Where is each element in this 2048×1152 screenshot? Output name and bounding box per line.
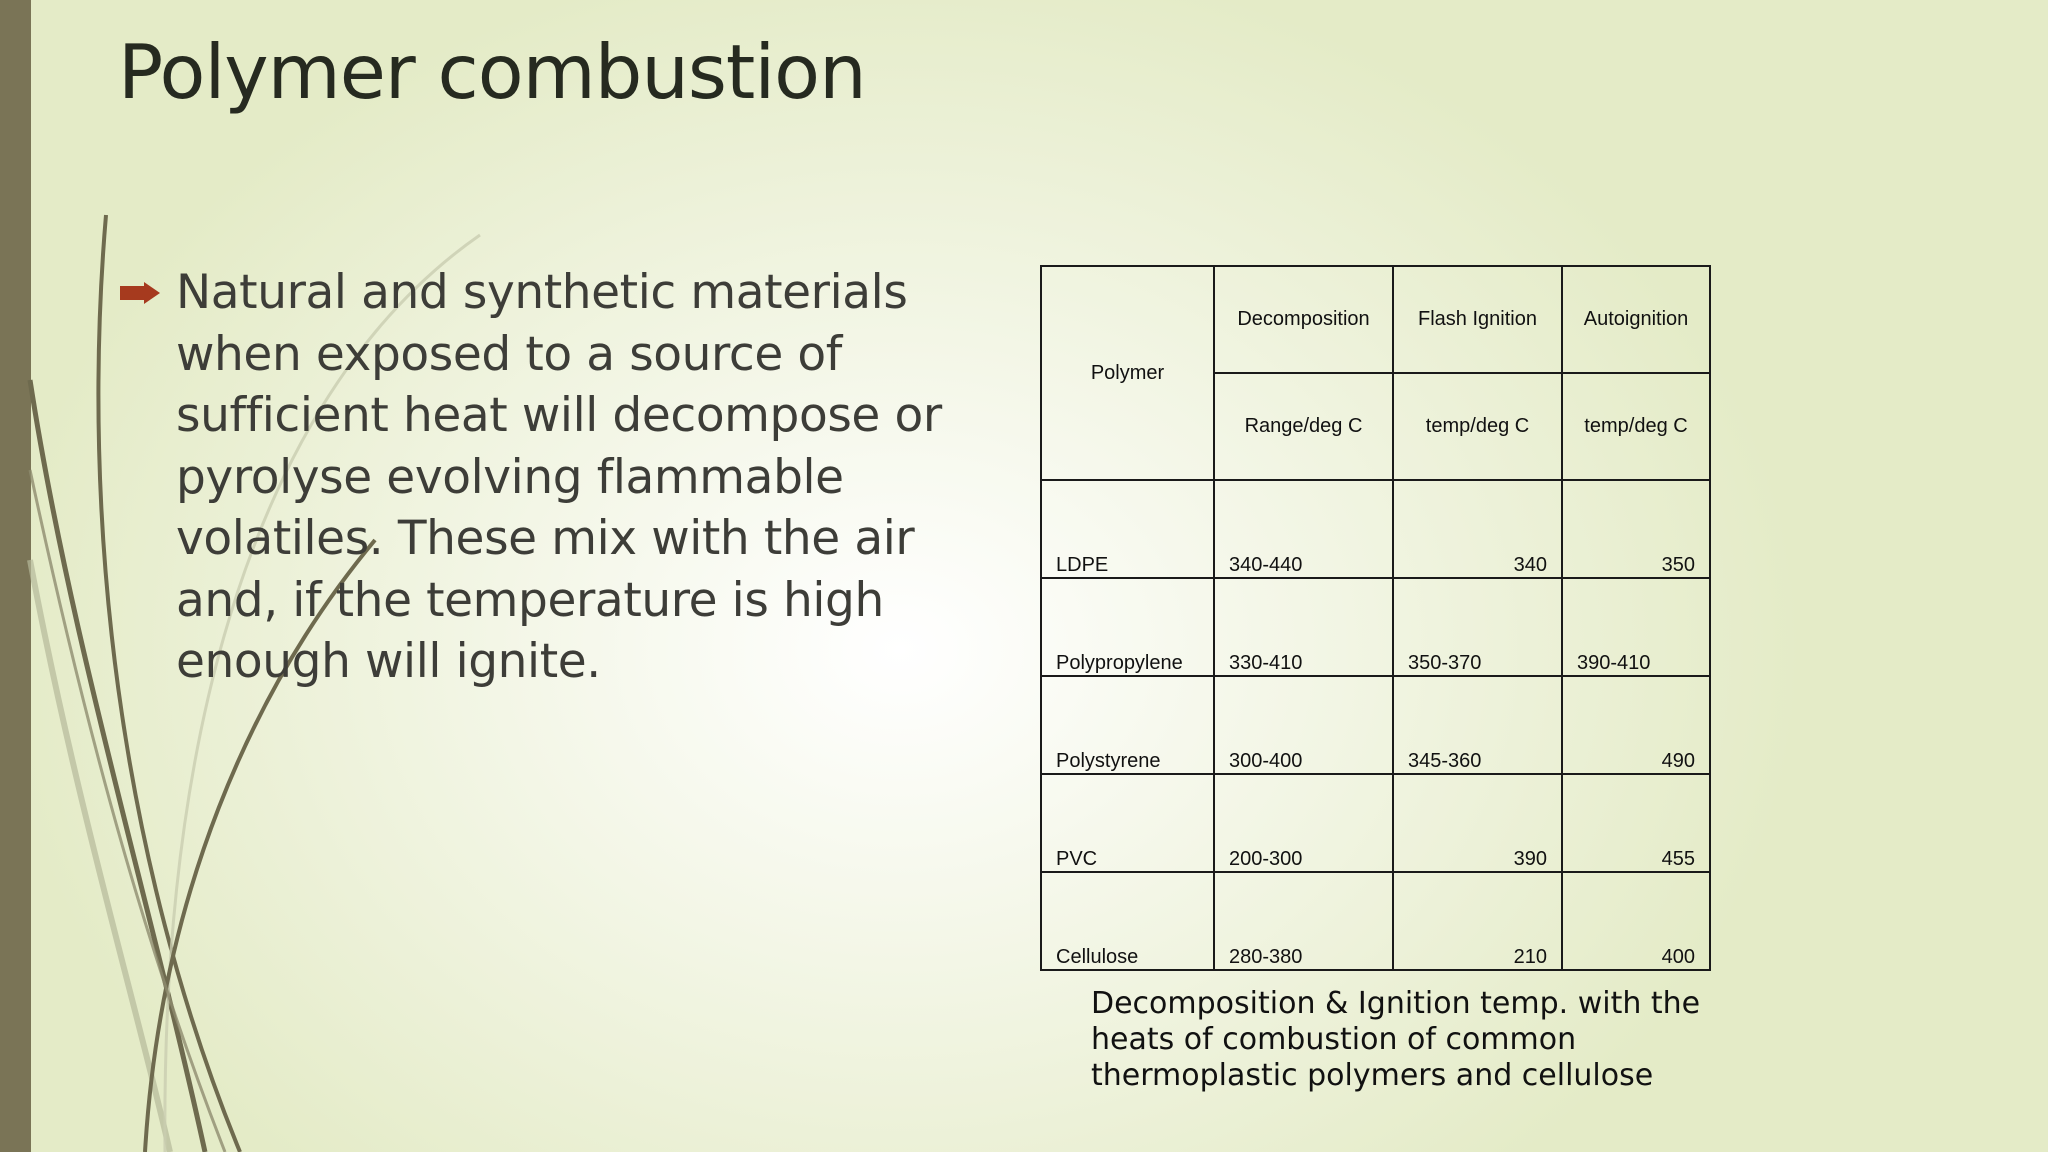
cell-polymer: Cellulose xyxy=(1041,872,1214,970)
cell-auto: 400 xyxy=(1562,872,1710,970)
left-accent-bar xyxy=(0,0,31,1152)
cell-auto: 455 xyxy=(1562,774,1710,872)
header-decomposition-unit: Range/deg C xyxy=(1214,373,1393,480)
table-header-row xyxy=(1041,266,1710,373)
cell-decomposition: 330-410 xyxy=(1214,578,1393,676)
cell-auto: 350 xyxy=(1562,480,1710,578)
cell-auto: 390-410 xyxy=(1562,578,1710,676)
header-autoignition: Autoignition xyxy=(1562,266,1710,373)
cell-polymer: Polypropylene xyxy=(1041,578,1214,676)
cell-polymer: PVC xyxy=(1041,774,1214,872)
table-row xyxy=(1041,480,1710,578)
cell-decomposition: 200-300 xyxy=(1214,774,1393,872)
cell-decomposition: 280-380 xyxy=(1214,872,1393,970)
bullet-text: Natural and synthetic materials when exposed to a source of sufficient heat will decompose or pyrolyse evolving flammable volatiles. These mix with the air and, if the temperature is high enough will ignite. xyxy=(176,265,942,689)
polymer-temperature-table xyxy=(1040,265,1711,971)
cell-flash: 340 xyxy=(1393,480,1562,578)
cell-polymer: LDPE xyxy=(1041,480,1214,578)
table-row xyxy=(1041,578,1710,676)
header-flash-ignition: Flash Ignition xyxy=(1393,266,1562,373)
cell-flash: 210 xyxy=(1393,872,1562,970)
cell-flash: 345-360 xyxy=(1393,676,1562,774)
table-row xyxy=(1041,774,1710,872)
table-caption: Decomposition & Ignition temp. with the heats of combustion of common thermoplastic polymers and cellulose xyxy=(1091,986,1701,1093)
slide-title: Polymer combustion xyxy=(118,28,866,116)
cell-polymer: Polystyrene xyxy=(1041,676,1214,774)
header-polymer: Polymer xyxy=(1041,266,1214,480)
cell-flash: 350-370 xyxy=(1393,578,1562,676)
header-flash-unit: temp/deg C xyxy=(1393,373,1562,480)
cell-decomposition: 300-400 xyxy=(1214,676,1393,774)
cell-auto: 490 xyxy=(1562,676,1710,774)
header-decomposition: Decomposition xyxy=(1214,266,1393,373)
header-auto-unit: temp/deg C xyxy=(1562,373,1710,480)
cell-decomposition: 340-440 xyxy=(1214,480,1393,578)
table-row xyxy=(1041,872,1710,970)
arrow-bullet-icon xyxy=(120,282,160,304)
table-row xyxy=(1041,676,1710,774)
cell-flash: 390 xyxy=(1393,774,1562,872)
